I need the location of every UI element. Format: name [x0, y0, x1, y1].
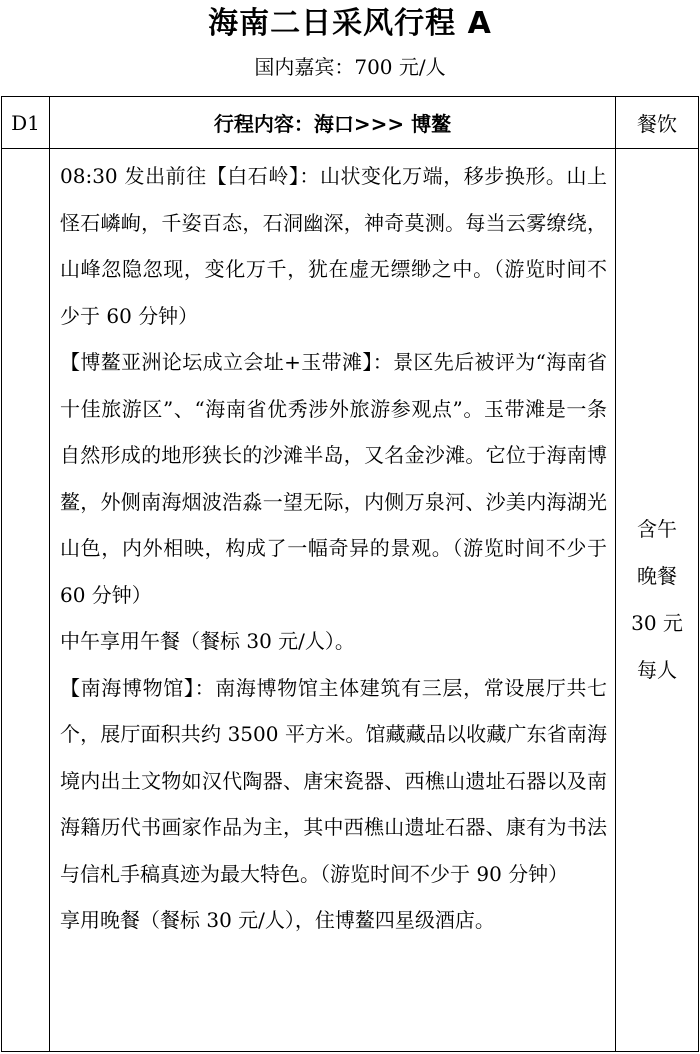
page-title: 海南二日采风行程 A [208, 6, 492, 41]
table-body-row [2, 149, 699, 1052]
meal-header: 餐饮 [616, 97, 699, 149]
itinerary-content [50, 149, 616, 1052]
paragraph-boao-forum: 【博鳌亚洲论坛成立会址+玉带滩】：景区先后被评为“海南省十佳旅游区”、“海南省优秀涉外旅游参观点”。玉带滩是一条自然形成的地形狭长的沙滩半岛，又名金沙滩。它位于海南博鳌，外侧南海烟波浩淼一望无际，内侧万泉河、沙美内海湖光山色，内外相映，构成了一幅奇异的景观。（游览时间不少于 60 分钟） [60, 350, 607, 607]
itinerary-table [1, 96, 699, 1052]
paragraph-baishiling: 08:30 发出前往【白石岭】：山状变化万端，移步换形。山上怪石嶙峋，千姿百态，石洞幽深，神奇莫测。每当云雾缭绕，山峰忽隐忽现，变化万千，犹在虚无缥缈之中。（游览时间不少于 60 分钟） [60, 164, 607, 328]
paragraph-lunch: 中午享用午餐（餐标 30 元/人）。 [60, 629, 355, 653]
meal-line: 每人 [637, 658, 677, 682]
price-subtitle: 国内嘉宾：700 元/人 [254, 55, 446, 79]
table-header-row [2, 97, 699, 149]
meal-line: 晚餐 [637, 564, 677, 588]
content-header: 行程内容：海口>>> 博鳌 [50, 97, 616, 149]
paragraph-dinner-hotel: 享用晚餐（餐标 30 元/人），住博鳌四星级酒店。 [60, 908, 495, 932]
meal-info [616, 149, 699, 1052]
meal-line: 含午 [637, 517, 677, 541]
paragraph-museum: 【南海博物馆】：南海博物馆主体建筑有三层，常设展厅共七个，展厅面积共约 3500 平方米。馆藏藏品以收藏广东省南海境内出土文物如汉代陶器、唐宋瓷器、西樵山遗址石器以及南海籍历代书画家作品为主，其中西樵山遗址石器、康有为书法与信札手稿真迹为最大特色。（游览时间不少于 90 分钟） [60, 675, 607, 886]
meal-line: 30 元 [631, 611, 683, 635]
day-label: D1 [2, 97, 50, 149]
day-cell [2, 149, 50, 1052]
